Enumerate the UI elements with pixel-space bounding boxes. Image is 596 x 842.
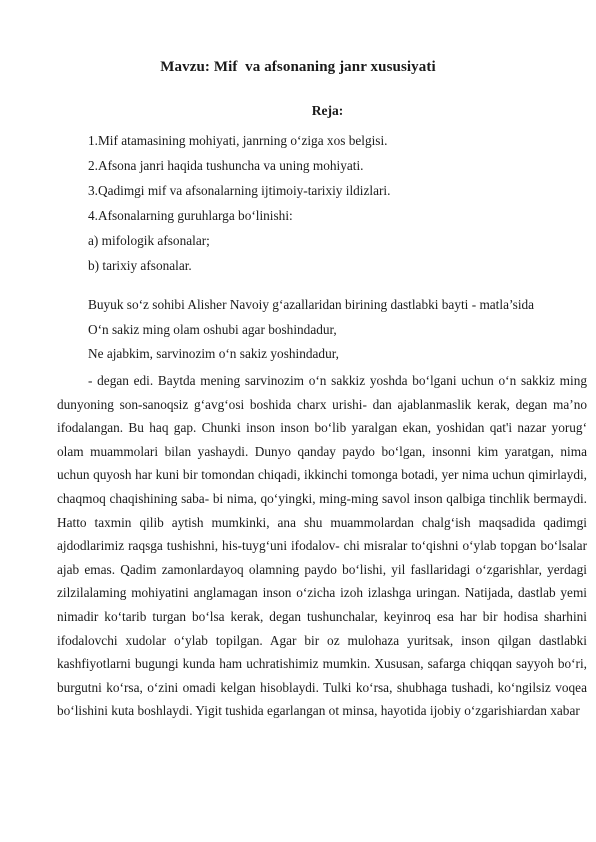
plan-item-1: 1.Mif atamasining mohiyati, janrning o‘ziga xos belgisi.	[88, 133, 388, 148]
intro-line: Buyuk so‘z sohibi Alisher Navoiy g‘azallaridan birining dastlabki bayti - matla’sida	[88, 297, 535, 312]
document-title: Mavzu: Mif va afsonaning janr xususiyati	[160, 59, 436, 75]
plan-heading: Reja:	[311, 103, 344, 118]
verse-line-1: O‘n sakiz ming olam oshubi agar boshindadur,	[88, 322, 337, 337]
plan-item-3: 3.Qadimgi mif va afsonalarning ijtimoiy-tarixiy ildizlari.	[88, 183, 391, 198]
plan-item-4: 4.Afsonalarning guruhlarga bo‘linishi:	[88, 208, 293, 223]
plan-item-2: 2.Afsona janri haqida tushuncha va uning mohiyati.	[88, 158, 364, 173]
plan-item-4b: b) tarixiy afsonalar.	[88, 258, 192, 273]
verse-line-2: Ne ajabkim, sarvinozim o‘n sakiz yoshindadur,	[88, 346, 339, 361]
main-paragraph: - degan edi. Baytda mening sarvinozim o‘n sakkiz yoshda bo‘lgani uchun o‘n sakkiz ming dunyoning son-sanoqsiz g‘avg‘osi boshida charx urishi- dan ajablanmaslik kerak, degan ma’no ifodalangan. Bu haq gap. Chunki inson inson bo‘lib yaralgan ekan, yoshidan qat'i nazar yorug‘ olam muammolari bilan yashaydi. Dunyo qanday paydo bo‘lgan, insonni kim yaratgan, nima uchun quyosh har kuni bir tomondan chiqadi, ikkinchi tomonga botadi, yer nima uchun qimirlaydi, chaqmoq chaqishining saba- bi nima, qo‘yingki, ming-ming savol inson qalbiga tinchlik bermaydi. Hatto taxmin qilib aytish mumkinki, ana shu muammolardan chalg‘ish maqsadida qadimgi ajdodlarimiz raqsga tushishni, his-tuyg‘uni ifodalov- chi misralar to‘qishni o‘ylab topgan bo‘lsalar ajab emas. Qadim zamonlardayoq olamning paydo bo‘lishi, yil fasllaridagi o‘zgarishlar, yerdagi zilzilalaming mohiyatini anglamagan inson o‘zicha izoh izlashga uringan. Natijada, dastlab yemi nimadir ko‘tarib turgan bo‘lsa kerak, degan tushunchalar, keyinroq esa har bir hodisa sharhini ifodalovchi xudolar o‘ylab topilgan. Agar bir oz mulohaza yuritsak, inson qilgan dastlabki kashfiyotlarni bugungi kunda ham uchratishimiz mumkin. Xususan, safarga chiqqan sayyoh bo‘ri, burgutni ko‘rsa, o‘zini omadi kelgan hisoblaydi. Tulki ko‘rsa, shubhaga tushadi, ko‘ngilsiz voqea bo‘lishini kuta boshlaydi. Yigit tushida egarlangan ot minsa, hayotida ijobiy o‘zgarishiardan xabar	[57, 373, 587, 719]
plan-item-4a: a) mifologik afsonalar;	[88, 233, 210, 248]
